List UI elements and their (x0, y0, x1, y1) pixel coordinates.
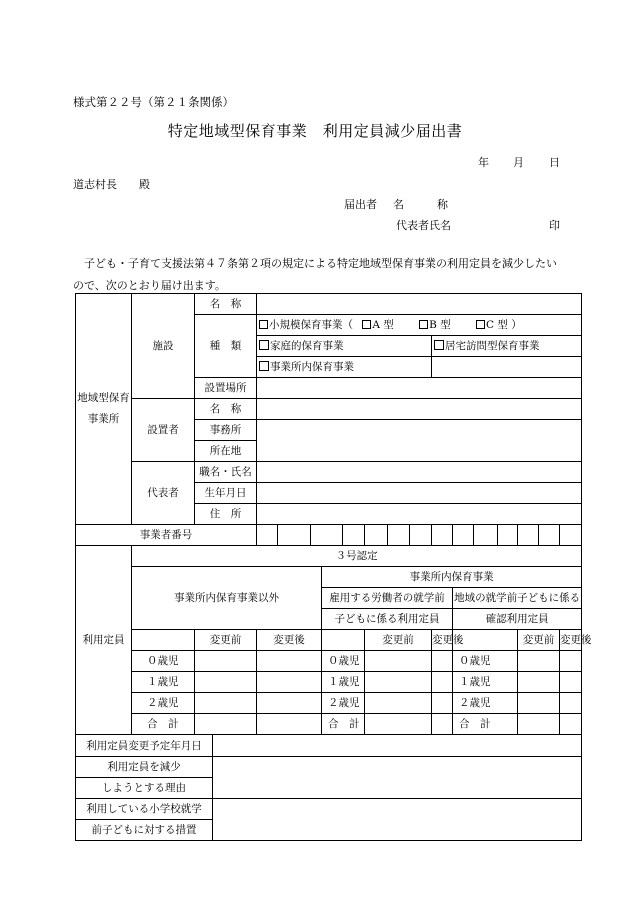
before-header: 変更前 (518, 630, 560, 651)
measures-field[interactable] (213, 799, 582, 841)
reason-label-line2: しようとする理由 (76, 778, 213, 799)
after-header: 変更後 (560, 630, 582, 651)
business-number-digit[interactable] (365, 525, 388, 546)
reason-label-line1: 利用定員を減少 (76, 757, 213, 778)
checkbox-icon[interactable] (434, 340, 444, 350)
type-small-scale-label: 小規模保育事業（ (269, 319, 353, 331)
body-text: 子ども・子育て支援法第４７条第２項の規定による特定地域型保育事業の利用定員を減少したいので、次のとおり届け出ます。 (73, 257, 557, 292)
change-date-field[interactable] (213, 735, 582, 757)
other-than-onsite-header: 事業所内保育事業以外 (132, 567, 322, 630)
type-home-option[interactable] (257, 336, 432, 357)
capacity-input[interactable] (518, 693, 560, 714)
business-number-digit[interactable] (498, 525, 518, 546)
capacity-input[interactable] (518, 714, 560, 735)
business-number-digit[interactable] (410, 525, 431, 545)
capacity-input[interactable] (432, 651, 453, 672)
capacity-input[interactable] (560, 651, 582, 672)
rep-title-label: 職名・氏名 (195, 462, 257, 483)
capacity-input[interactable] (432, 714, 453, 735)
type-visit-label: 居宅訪問型保育事業 (445, 340, 540, 352)
capacity-input[interactable] (518, 651, 560, 672)
age0-label: ０歳児 (322, 651, 365, 672)
office-address-field[interactable] (257, 420, 582, 462)
checkbox-icon[interactable] (259, 320, 268, 329)
page-title: 特定地域型保育事業 利用定員減少届出書 (167, 122, 463, 140)
type-home-label: 家庭的保育事業 (270, 340, 344, 352)
measures-label-line2: 前子どもに対する措置 (76, 820, 213, 841)
before-header: 変更前 (365, 630, 432, 651)
age1-label: １歳児 (453, 672, 518, 693)
date-year-label: 年 (478, 156, 489, 169)
business-number-digit[interactable] (311, 525, 343, 545)
checkbox-icon[interactable] (259, 340, 269, 350)
date-month-label: 月 (513, 156, 524, 169)
age0-label: ０歳児 (453, 651, 518, 672)
business-number-digit[interactable] (453, 525, 474, 546)
onsite-header: 事業所内保育事業 (322, 567, 582, 588)
business-number-digit[interactable] (518, 525, 539, 546)
capacity-input[interactable] (432, 693, 453, 714)
checkbox-icon[interactable] (419, 320, 428, 329)
facility-name-label: 名 称 (195, 294, 257, 315)
capacity-input[interactable] (257, 714, 322, 735)
empty-cell (322, 630, 365, 651)
age1-label: １歳児 (132, 672, 195, 693)
capacity-input[interactable] (257, 651, 322, 672)
reason-field[interactable] (213, 757, 582, 799)
type-a-label: A 型 (372, 319, 394, 331)
facility-group-label: 地域型保育事業所 (76, 294, 132, 525)
capacity-input[interactable] (257, 693, 322, 714)
date-day-label: 日 (549, 156, 560, 169)
age2-label: ２歳児 (453, 693, 518, 714)
rep-birth-field[interactable] (257, 483, 582, 504)
capacity-input[interactable] (365, 693, 432, 714)
founder-name-field[interactable] (257, 399, 582, 420)
capacity-input[interactable] (257, 672, 322, 693)
business-number-digit[interactable] (474, 525, 498, 546)
capacity-input[interactable] (195, 651, 257, 672)
business-number-digit[interactable] (539, 525, 560, 546)
regional-header-line1: 地域の就学前子どもに係る (453, 588, 582, 609)
rep-birth-label: 生年月日 (195, 483, 257, 504)
business-number-digit[interactable] (432, 525, 453, 546)
total-label: 合 計 (322, 714, 365, 735)
before-header: 変更前 (195, 630, 257, 651)
checkbox-icon[interactable] (259, 361, 269, 371)
founder-label: 設置者 (132, 399, 195, 462)
representative-name-label: 代表者氏名 (396, 219, 451, 232)
business-number-label: 事業者番号 (76, 525, 257, 546)
office-label-line1: 事務所 (195, 420, 257, 441)
cert3-header: ３号認定 (132, 546, 582, 567)
age1-label: １歳児 (322, 672, 365, 693)
after-header: 変更後 (432, 630, 453, 651)
capacity-input[interactable] (560, 672, 582, 693)
measures-label-line1: 利用している小学校就学 (76, 799, 213, 820)
location-label: 設置場所 (195, 378, 257, 399)
capacity-input[interactable] (195, 672, 257, 693)
age0-label: ０歳児 (132, 651, 195, 672)
employee-header-line2: 子どもに係る利用定員 (322, 609, 453, 630)
business-number-digit[interactable] (388, 525, 410, 545)
notifier-label: 届出者 (344, 198, 377, 211)
change-date-label: 利用定員変更予定年月日 (76, 735, 213, 757)
capacity-input[interactable] (195, 693, 257, 714)
rep-address-field[interactable] (257, 504, 582, 525)
form-number: 様式第２２号（第２１条関係） (73, 95, 234, 109)
type-onsite-option[interactable] (257, 357, 432, 378)
checkbox-icon[interactable] (476, 320, 485, 329)
type-small-scale-option[interactable] (257, 315, 582, 336)
capacity-input[interactable] (560, 714, 582, 735)
shisetsu-label: 施設 (132, 294, 195, 399)
capacity-label: 利用定員 (76, 546, 132, 735)
notification-form-table (75, 293, 592, 841)
capacity-input[interactable] (365, 714, 432, 735)
capacity-input[interactable] (432, 672, 453, 693)
office-label-line2: 所在地 (195, 441, 257, 462)
type-b-label: B 型 (429, 319, 451, 331)
notifier-name-label: 名 称 (393, 198, 448, 211)
age2-label: ２歳児 (132, 693, 195, 714)
empty-cell (432, 357, 582, 378)
total-label: 合 計 (132, 714, 195, 735)
facility-type-label: 種 類 (195, 315, 257, 378)
total-label: 合 計 (453, 714, 518, 735)
founder-name-label: 名 称 (195, 399, 257, 420)
age2-label: ２歳児 (322, 693, 365, 714)
regional-header-line2: 確認利用定員 (453, 609, 582, 630)
capacity-input[interactable] (518, 672, 560, 693)
capacity-input[interactable] (365, 651, 432, 672)
capacity-input[interactable] (195, 714, 257, 735)
business-number-digit[interactable] (257, 525, 278, 546)
business-number-digit[interactable] (278, 525, 311, 545)
business-number-digit[interactable] (343, 525, 365, 546)
empty-cell (132, 630, 195, 651)
capacity-input[interactable] (560, 693, 582, 714)
employee-header-line1: 雇用する労働者の就学前 (322, 588, 453, 609)
location-field[interactable] (257, 378, 582, 399)
rep-address-label: 住 所 (195, 504, 257, 525)
after-header: 変更後 (257, 630, 322, 651)
rep-title-field[interactable] (257, 462, 582, 483)
type-onsite-label: 事業所内保育事業 (270, 361, 354, 373)
representative-label: 代表者 (132, 462, 195, 525)
addressee: 道志村長 殿 (73, 178, 150, 191)
type-visit-option[interactable] (432, 336, 582, 357)
seal-mark: 印 (549, 219, 560, 232)
business-number-digit[interactable] (560, 525, 582, 546)
type-c-label: C 型 ） (486, 319, 522, 331)
facility-name-field[interactable] (257, 294, 582, 315)
checkbox-icon[interactable] (362, 320, 371, 329)
capacity-input[interactable] (365, 672, 432, 693)
